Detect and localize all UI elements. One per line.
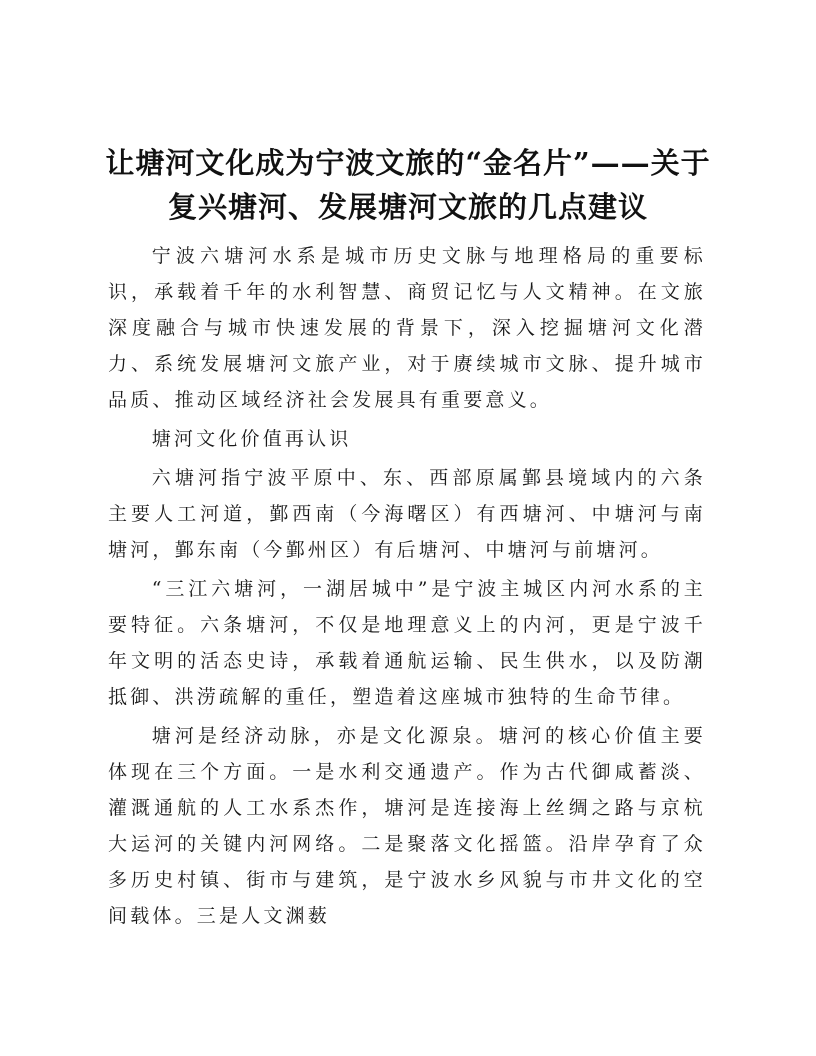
paragraph-core-values: 塘河是经济动脉，亦是文化源泉。塘河的核心价值主要体现在三个方面。一是水利交通遗产。作为古代御咸蓄淡、灌溉通航的人工水系杰作，塘河是连接海上丝绸之路与京杭大运河的关键内河网络。二是聚落文化摇篮。沿岸孕育了众多历史村镇、街市与建筑，是宁波水乡风貌与市井文化的空间载体。三是人文渊薮 (108, 725, 706, 927)
section-heading: 塘河文化价值再认识 (151, 428, 352, 450)
paragraph-features: “三江六塘河，一湖居城中”是宁波主城区内河水系的主要特征。六条塘河，不仅是地理意义上的内河，更是宁波千年文明的活态史诗，承载着通航运输、民生供水，以及防潮抵御、洪涝疏解的重任，塑造着这座城市独特的生命节律。 (108, 578, 706, 708)
paragraph-six-tanghe: 六塘河指宁波平原中、东、西部原属鄞县境域内的六条主要人工河道，鄞西南（今海曙区）有西塘河、中塘河与南塘河，鄞东南（今鄞州区）有后塘河、中塘河与前塘河。 (108, 467, 706, 561)
paragraph-intro: 宁波六塘河水系是城市历史文脉与地理格局的重要标识，承载着千年的水利智慧、商贸记忆与人文精神。在文旅深度融合与城市快速发展的背景下，深入挖掘塘河文化潜力、系统发展塘河文旅产业，对于赓续城市文脉、提升城市品质、推动区域经济社会发展具有重要意义。 (108, 245, 706, 411)
document-title: 让塘河文化成为宁波文旅的“金名片”——关于复兴塘河、发展塘河文旅的几点建议 (105, 146, 711, 224)
document-body (108, 238, 706, 937)
